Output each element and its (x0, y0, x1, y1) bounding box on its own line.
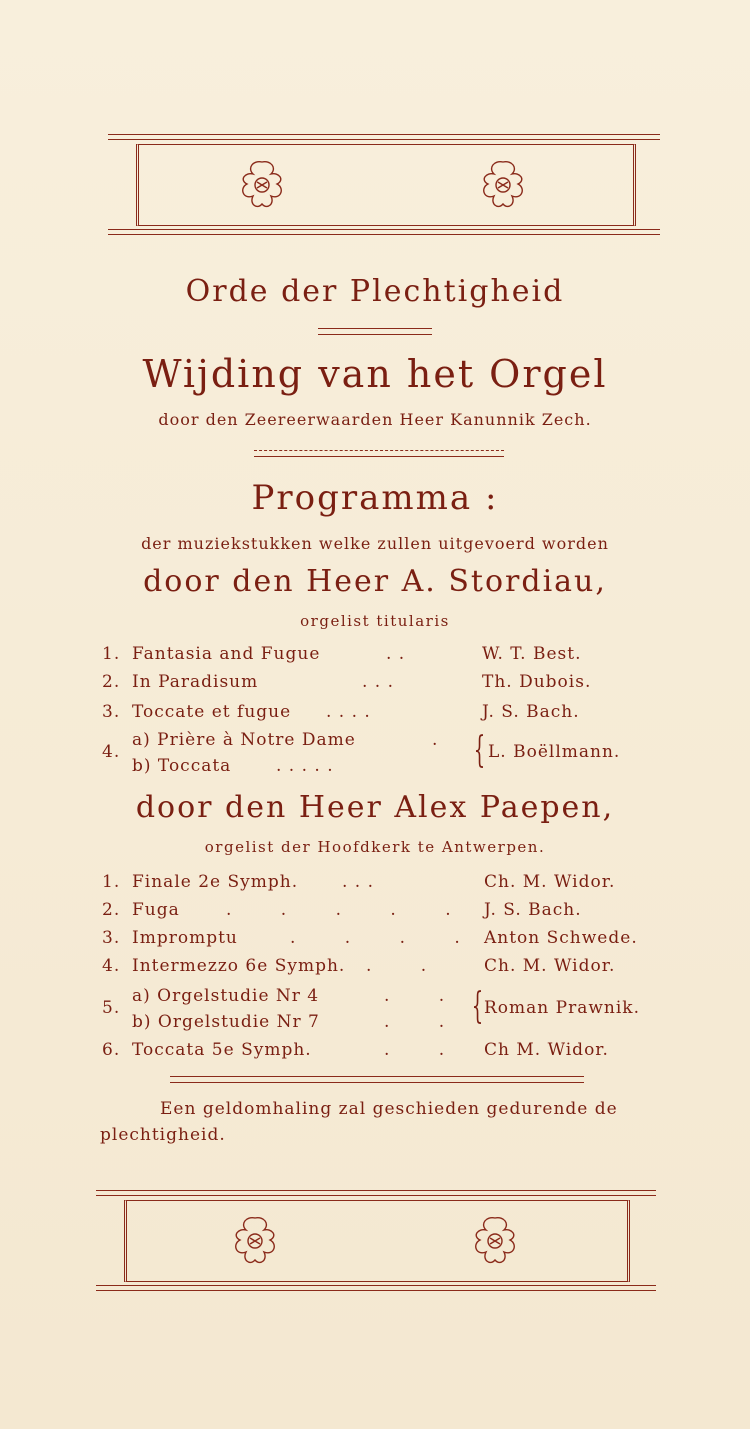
item-number: 1. (102, 644, 121, 664)
dot-leader: . . . . (290, 928, 482, 948)
divider (318, 328, 432, 329)
piece-title: Finale 2e Symph. (132, 872, 299, 892)
programme-title: Programma : (251, 478, 499, 518)
consecration-title: Wijding van het Orgel (142, 352, 608, 396)
bottom-ornament-frame (96, 1190, 656, 1290)
brace: { (471, 986, 484, 1027)
dot-leader: . . . (362, 672, 395, 692)
performer-1-name: door den Heer A. Stordiau, (143, 564, 607, 599)
flower-ornament-icon (474, 156, 532, 214)
composer: Ch. M. Widor. (484, 956, 616, 976)
divider (170, 1082, 584, 1083)
item-number: 4. (102, 742, 121, 762)
dot-leader: . . . . (326, 702, 371, 722)
top-ornament-frame (108, 134, 660, 234)
piece-title: Fantasia and Fugue (132, 644, 321, 664)
piece-title: a) Orgelstudie Nr 4 (132, 986, 320, 1006)
divider (318, 334, 432, 335)
flower-ornament-icon (226, 1212, 284, 1270)
piece-title: b) Toccata (132, 756, 232, 776)
dot-leader: . . (386, 644, 406, 664)
dot-leader: . . (366, 956, 449, 976)
item-number: 2. (102, 672, 121, 692)
divider (254, 456, 504, 457)
composer: J. S. Bach. (482, 702, 580, 722)
composer: Anton Schwede. (484, 928, 638, 948)
piece-title: a) Prière à Notre Dame (132, 730, 356, 750)
flower-ornament-icon (466, 1212, 524, 1270)
divider (254, 450, 504, 451)
divider (170, 1076, 584, 1077)
dot-leader: . (432, 730, 439, 750)
dot-leader: . . . . . (226, 900, 473, 920)
piece-title: b) Orgelstudie Nr 7 (132, 1012, 320, 1032)
item-number: 3. (102, 702, 121, 722)
officiant-line: door den Zeereerwaarden Heer Kanunnik Zech. (158, 410, 592, 429)
item-number: 3. (102, 928, 121, 948)
composer: Ch M. Widor. (484, 1040, 609, 1060)
item-number: 1. (102, 872, 121, 892)
dot-leader: . . (384, 1040, 467, 1060)
performer-2-role: orgelist der Hoofdkerk te Antwerpen. (204, 838, 546, 856)
performer-2-name: door den Heer Alex Paepen, (135, 790, 615, 825)
programme-intro: der muziekstukken welke zullen uitgevoerd worden (141, 534, 609, 553)
piece-title: Impromptu (132, 928, 238, 948)
piece-title: Toccate et fugue (132, 702, 292, 722)
item-number: 5. (102, 998, 121, 1018)
dot-leader: . . (384, 986, 467, 1006)
list-item (102, 644, 120, 664)
dot-leader: . . . (342, 872, 375, 892)
composer: W. T. Best. (482, 644, 582, 664)
flower-ornament-icon (233, 156, 291, 214)
item-number: 6. (102, 1040, 121, 1060)
item-number: 4. (102, 956, 121, 976)
piece-title: Toccata 5e Symph. (132, 1040, 312, 1060)
piece-title: Intermezzo 6e Symph. (132, 956, 346, 976)
composer: J. S. Bach. (484, 900, 582, 920)
item-number: 2. (102, 900, 121, 920)
composer: Th. Dubois. (482, 672, 592, 692)
piece-title: In Paradisum (132, 672, 259, 692)
composer: Roman Prawnik. (484, 998, 640, 1018)
brace: { (473, 730, 486, 771)
dot-leader: . . . . . (276, 756, 334, 776)
collection-note: Een geldomhaling zal geschieden gedurende de plechtigheid. (100, 1099, 618, 1145)
dot-leader: . . (384, 1012, 467, 1032)
composer: L. Boëllmann. (488, 742, 621, 762)
composer: Ch. M. Widor. (484, 872, 616, 892)
piece-title: Fuga (132, 900, 180, 920)
performer-1-role: orgelist titularis (300, 612, 450, 630)
ceremony-title: Orde der Plechtigheid (185, 274, 565, 309)
